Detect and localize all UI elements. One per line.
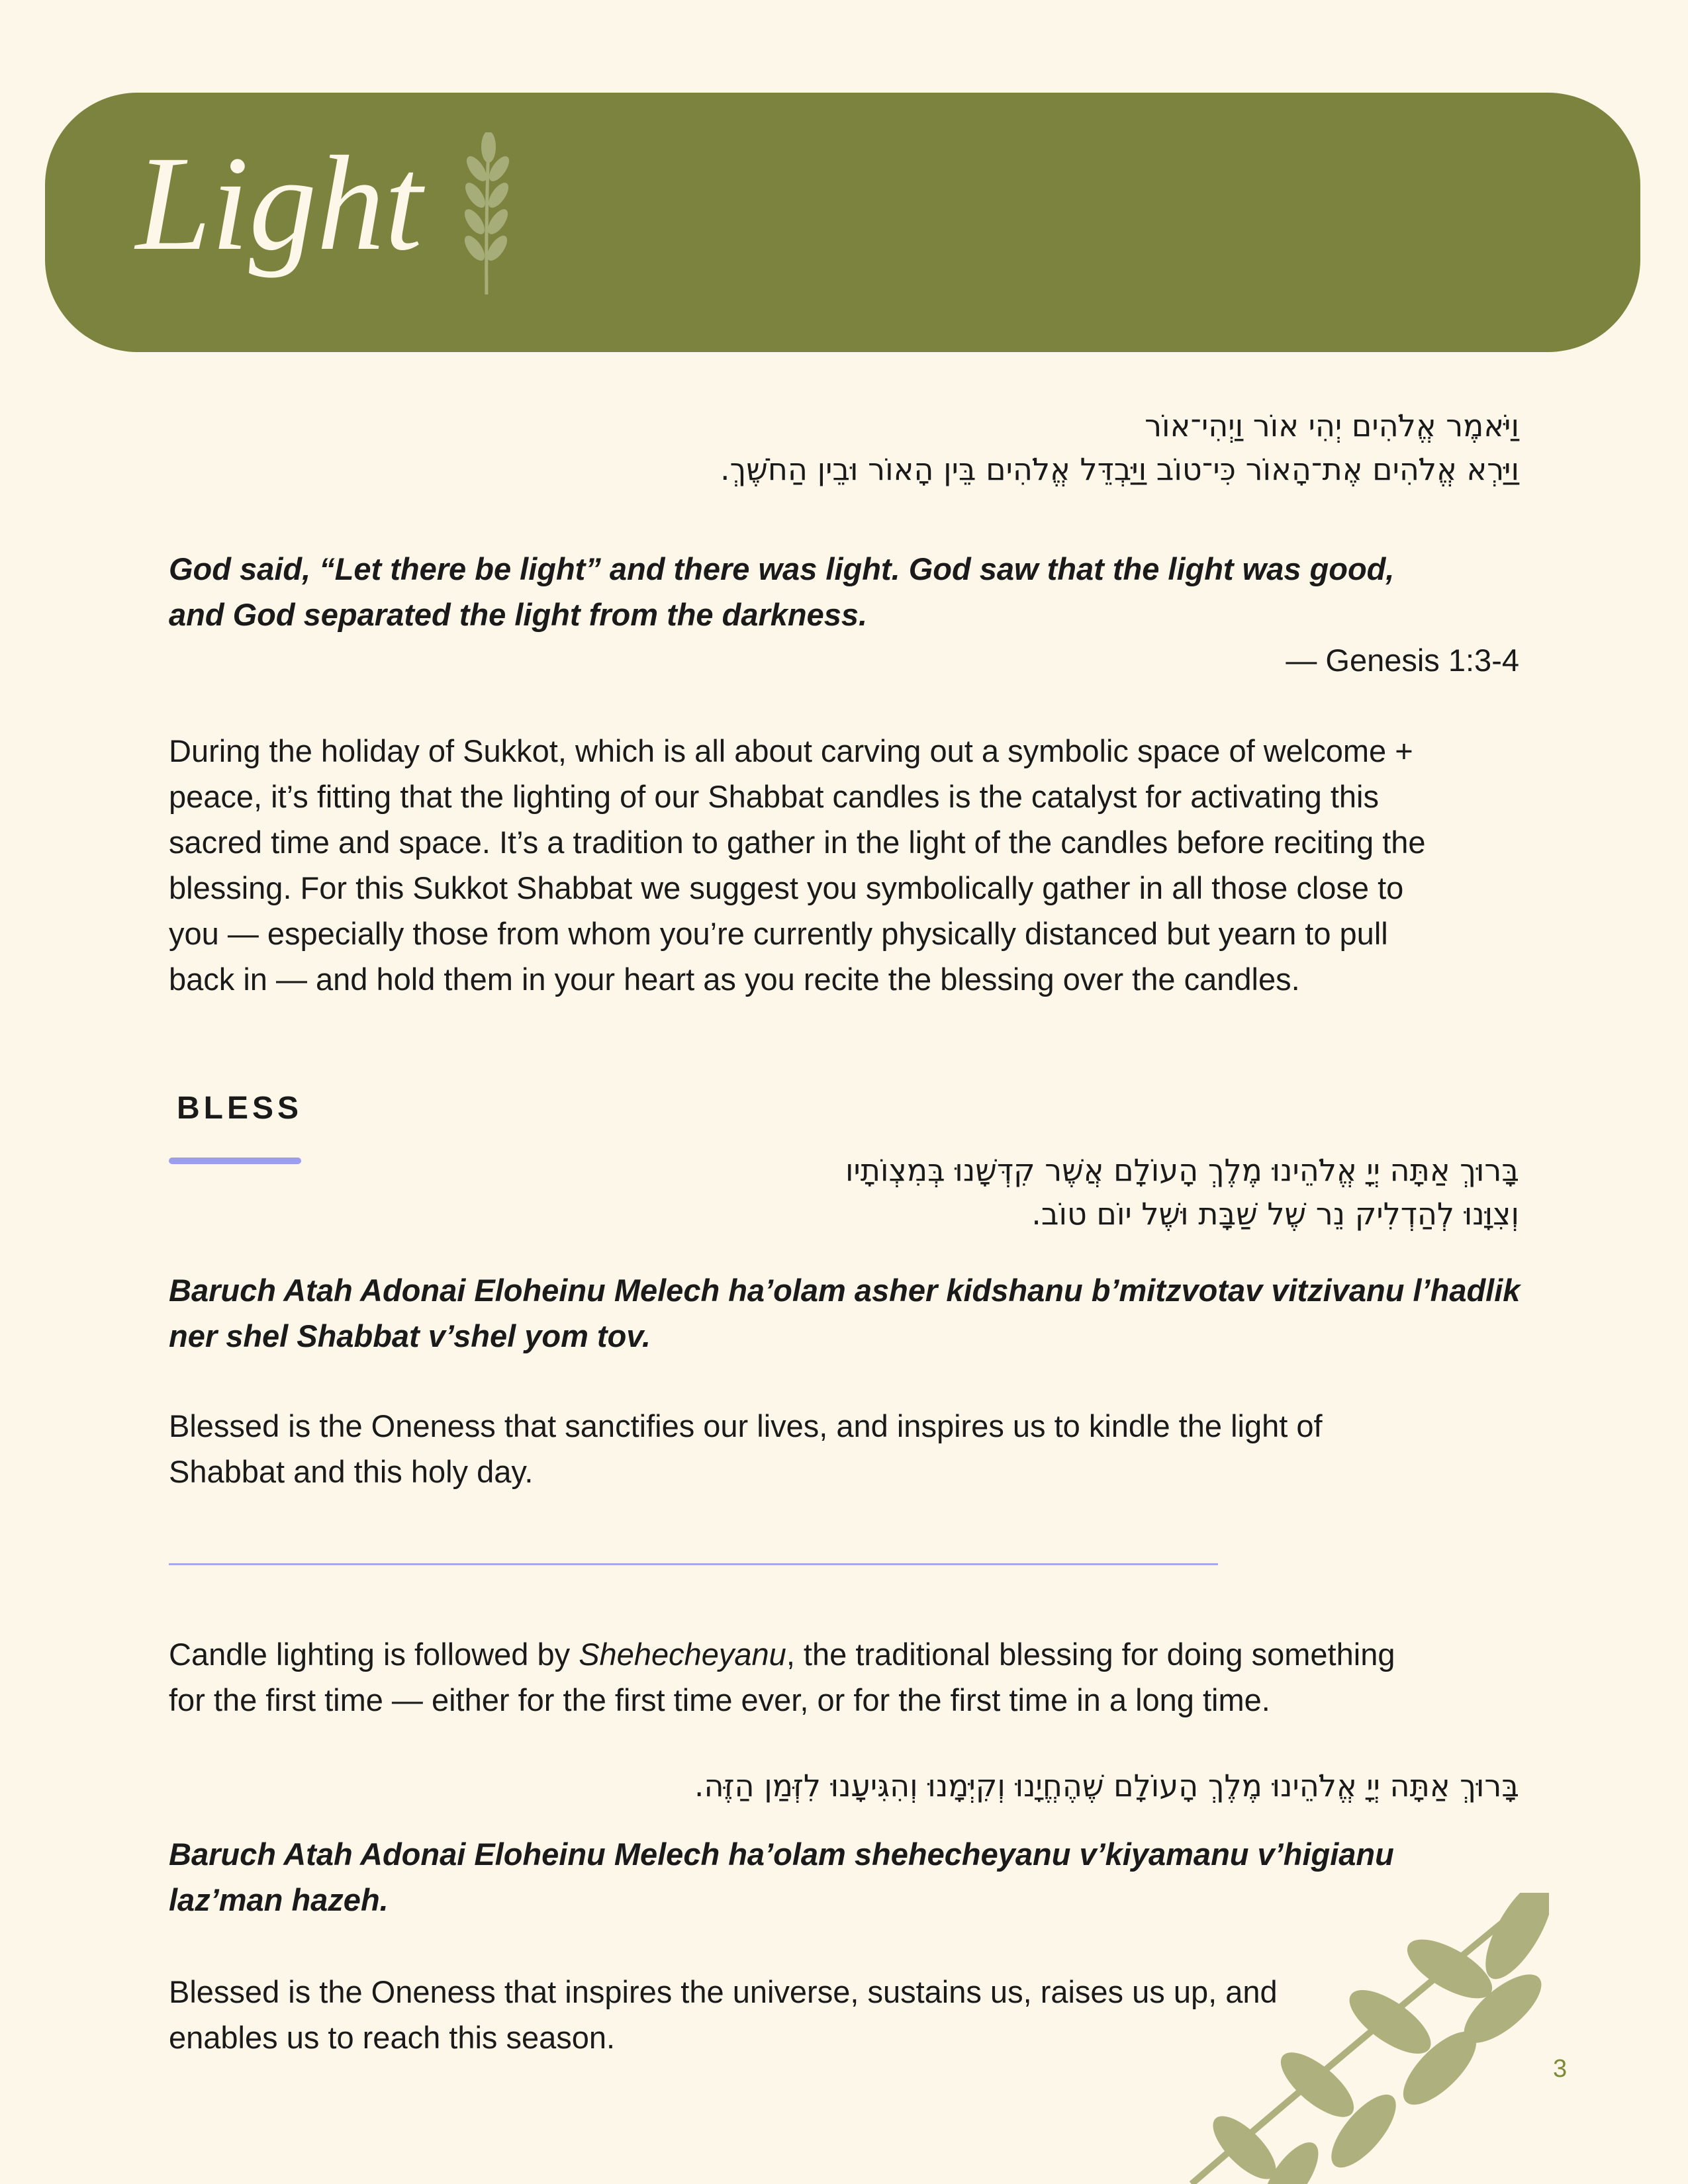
hebrew-line: בָּרוּךְ אַתָּה יְיָ אֱלֹהֵינוּ מֶלֶךְ הָעוֹלָם שֶׁהֶחֱיָנוּ וְקִיְּמָנוּ וְהִגִּיעָנוּ לִזְּמַן הַזֶּה. — [694, 1768, 1519, 1803]
transliteration-line: laz’man hazeh. — [169, 1882, 389, 1917]
paragraph-line: back in — and hold them in your heart as you recite the blessing over the candles. — [169, 962, 1300, 997]
page-number: 3 — [1553, 2055, 1568, 2083]
hebrew-line: בָּרוּךְ אַתָּה יְיָ אֱלֹהֵינוּ מֶלֶךְ הָעוֹלָם אֲשֶׁר קִדְּשָׁנוּ בְּמִצְוֹתָיו — [845, 1152, 1519, 1188]
shehecheyanu-hebrew — [261, 1764, 1519, 1807]
paragraph-line: you — especially those from whom you’re currently physically distanced but yearn to pull — [169, 916, 1388, 951]
leaf-branch-icon — [1152, 1893, 1549, 2184]
genesis-translation — [169, 546, 1526, 637]
divider — [169, 1563, 1218, 1565]
translation-line: and God separated the light from the darkness. — [169, 597, 868, 632]
section-heading: BLESS — [177, 1091, 303, 1126]
intro-line: for the first time — either for the first time ever, or for the first time in a long time. — [169, 1682, 1270, 1717]
translation-line: Blessed is the Oneness that sanctifies our lives, and inspires us to kindle the light of — [169, 1408, 1323, 1443]
paragraph-line: sacred time and space. It’s a tradition to gather in the light of the candles before reciting the — [169, 825, 1426, 860]
hebrew-line: וְצִוָּנוּ לְהַדְלִיק נֵר שֶׁל שַׁבָּת וּשֶׁל יוֹם טוֹב. — [1031, 1196, 1519, 1232]
transliteration-line: Baruch Atah Adonai Eloheinu Melech ha’olam asher kidshanu b’mitzvotav vitzivanu l’hadlik — [169, 1273, 1521, 1308]
wheat-sprig-icon — [457, 132, 516, 295]
bless-transliteration — [169, 1267, 1526, 1359]
bless-hebrew — [261, 1148, 1519, 1236]
intro-text: , the traditional blessing for doing something — [786, 1637, 1395, 1672]
translation-line: enables us to reach this season. — [169, 2020, 616, 2055]
attribution: — Genesis 1:3-4 — [1286, 643, 1519, 678]
paragraph-line: blessing. For this Sukkot Shabbat we suggest you symbolically gather in all those close to — [169, 870, 1404, 905]
intro-italic-term: Shehecheyanu — [579, 1637, 786, 1672]
paragraph-line: peace, it’s fitting that the lighting of our Shabbat candles is the catalyst for activating this — [169, 779, 1379, 814]
intro-line — [169, 1631, 1526, 1677]
hebrew-line: וַיַּרְא אֱלֹהִים אֶת־הָאוֹר כִּי־טוֹב וַיַּבְדֵּל אֱלֹהִים בֵּין הָאוֹר וּבֵין הַחֹשֶׁךְ. — [720, 451, 1519, 487]
translation-line: Blessed is the Oneness that inspires the universe, sustains us, raises us up, and — [169, 1974, 1278, 2009]
page-title: Light — [136, 128, 422, 279]
transliteration-line: Baruch Atah Adonai Eloheinu Melech ha’olam shehecheyanu v’kiyamanu v’higianu — [169, 1837, 1394, 1872]
hebrew-line: וַיֹּאמֶר אֱלֹהִים יְהִי אוֹר וַיְהִי־אוֹר — [1145, 408, 1519, 443]
transliteration-line: ner shel Shabbat v’shel yom tov. — [169, 1318, 651, 1353]
intro-text: Candle lighting is followed by — [169, 1637, 579, 1672]
genesis-hebrew — [261, 404, 1519, 491]
translation-line: God said, “Let there be light” and there was light. God saw that the light was good, — [169, 551, 1395, 586]
bless-translation — [169, 1403, 1526, 1494]
translation-line: Shabbat and this holy day. — [169, 1454, 534, 1489]
intro-paragraph — [169, 728, 1526, 1002]
paragraph-line: During the holiday of Sukkot, which is all about carving out a symbolic space of welcome + — [169, 733, 1413, 768]
shehecheyanu-intro — [169, 1631, 1526, 1723]
